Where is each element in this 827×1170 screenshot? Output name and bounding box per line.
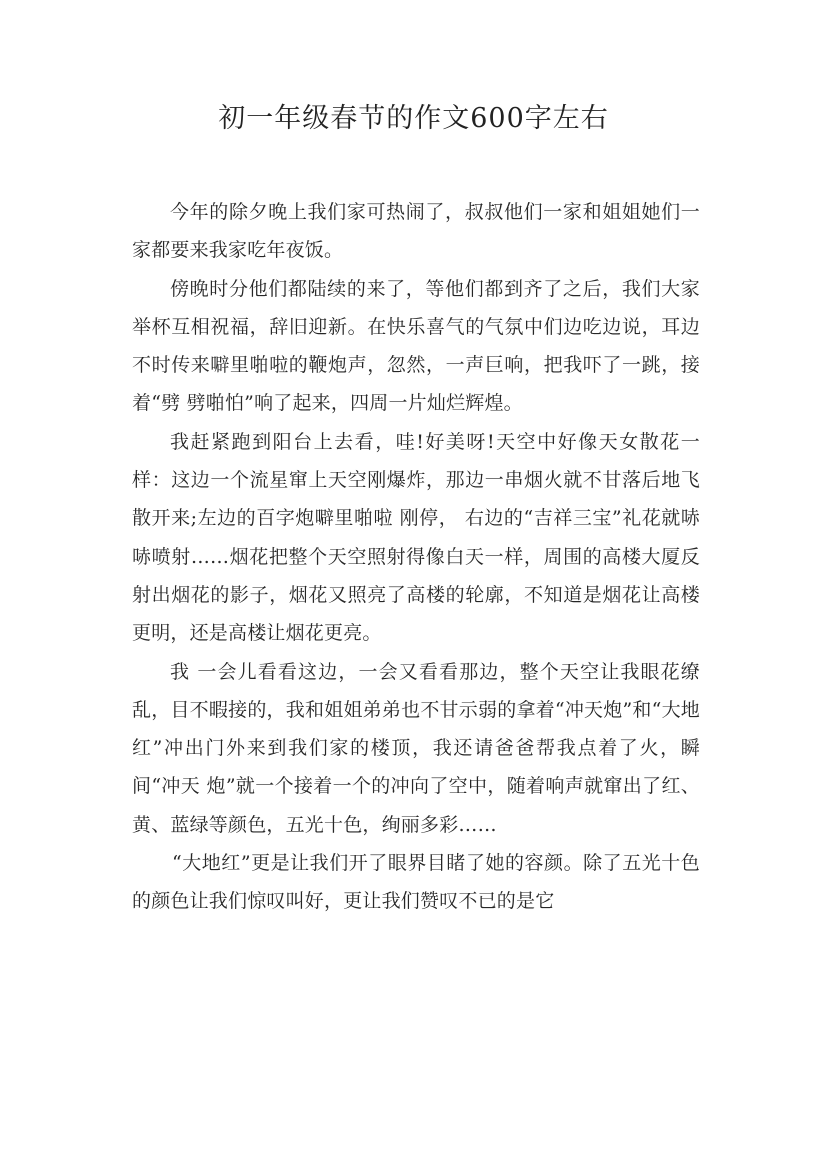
paragraph: 我 一会儿看看这边，一会又看看那边，整个天空让我眼花缭乱，目不暇接的，我和姐姐弟弟也不甘示弱的拿着“冲天炮”和“大地红”冲出门外来到我们家的楼顶，我还请爸爸帮我点着了火，瞬间“冲天 炮”就一个接着一个的冲向了空中，随着响声就窜出了红、黄、蓝绿等颜色，五光十色，绚丽多彩…… (132, 660, 700, 836)
paragraph: “大地红”更是让我们开了眼界目睹了她的容颜。除了五光十色的颜色让我们惊叹叫好，更让我们赞叹不已的是它 (132, 852, 700, 913)
paragraph: 傍晚时分他们都陆续的来了，等他们都到齐了之后，我们大家举杯互相祝福，辞旧迎新。在快乐喜气的气氛中们边吃边说，耳边不时传来噼里啪啦的鞭炮声，忽然，一声巨响，把我吓了一跳，接着“劈 劈啪怕”响了起来，四周一片灿烂辉煌。 (132, 277, 700, 415)
document-body (132, 193, 700, 921)
document-title: 初一年级春节的作文600字左右 (218, 103, 609, 134)
paragraph: 我赶紧跑到阳台上去看，哇!好美呀!天空中好像天女散花一样：这边一个流星窜上天空刚爆炸，那边一串烟火就不甘落后地飞散开来;左边的百字炮噼里啪啦 刚停， 右边的“吉祥三宝”礼花就哧哧喷射……烟花把整个天空照射得像白天一样，周围的高楼大厦反射出烟花的影子，烟花又照亮了高楼的轮廓，不知道是烟花让高楼更明，还是高楼让烟花更亮。 (132, 430, 700, 645)
paragraph: 今年的除夕晚上我们家可热闹了，叔叔他们一家和姐姐她们一家都要来我家吃年夜饭。 (132, 201, 700, 262)
